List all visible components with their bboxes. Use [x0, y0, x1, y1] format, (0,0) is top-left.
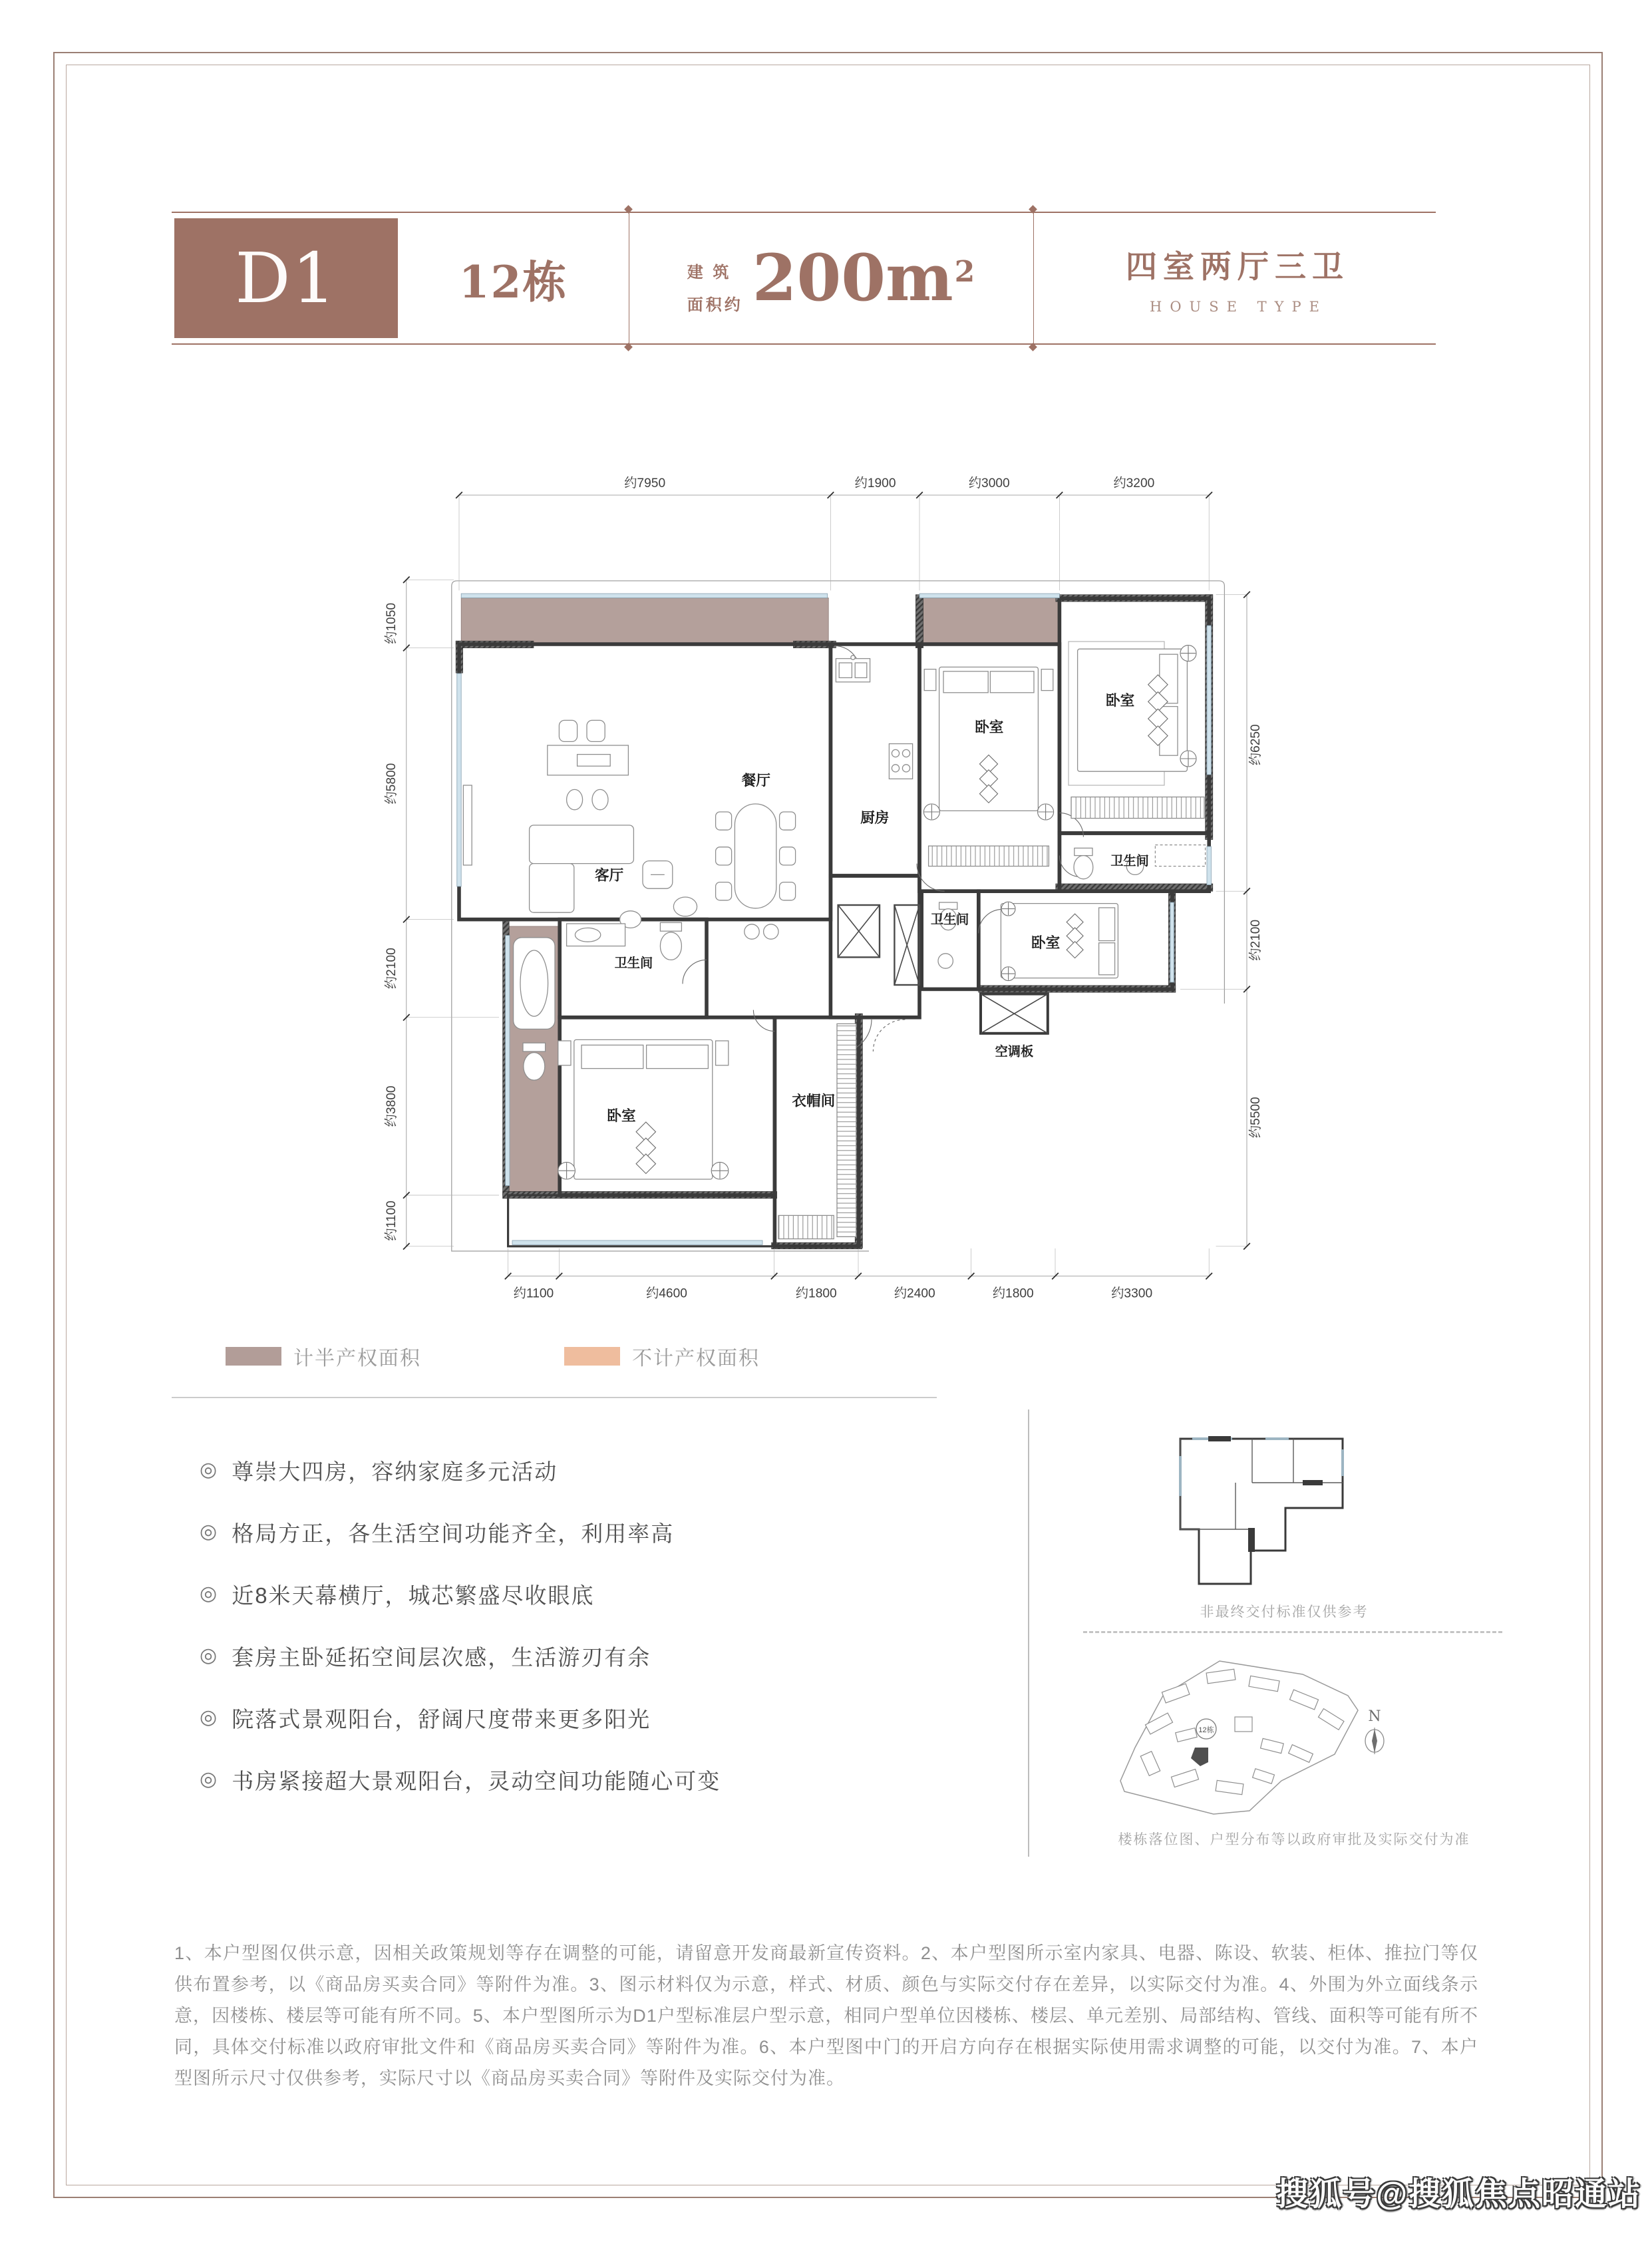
dim-bottom-6: 约3300 [1111, 1286, 1153, 1301]
thumbnail-caption: 非最终交付标准仅供参考 [1200, 1604, 1369, 1620]
watermark: 搜狐号@搜狐焦点昭通站 [1276, 2177, 1641, 2212]
legend-label-none: 不计产权面积 [632, 1348, 760, 1370]
room-label-cloakroom: 衣帽间 [792, 1092, 836, 1109]
dim-top-1: 约7950 [624, 476, 666, 490]
dim-top-2: 约1900 [854, 476, 896, 490]
dim-bottom-4: 约2400 [894, 1286, 935, 1301]
floorplan-drawing [379, 450, 1273, 1334]
room-label-bath-3: 卫生间 [930, 913, 969, 927]
bullseye-icon: ◎ [200, 1459, 218, 1481]
feature-item [200, 1579, 998, 1609]
legend-swatch-none [564, 1347, 620, 1366]
unit-thumbnail-plan [1172, 1429, 1352, 1596]
dim-bottom-1: 约1100 [513, 1286, 554, 1301]
building-badge-text: 12栋 [1198, 1726, 1214, 1734]
area-value [752, 240, 975, 315]
layout-cell [1033, 213, 1436, 343]
dashed-divider [1083, 1631, 1502, 1633]
room-label-living: 客厅 [594, 866, 624, 884]
dim-left-2: 约5800 [385, 763, 399, 805]
header-band [172, 212, 1436, 345]
legend-divider [172, 1397, 937, 1398]
legend-label-half: 计半产权面积 [293, 1348, 421, 1370]
unit-code: D1 [235, 238, 337, 319]
room-label-master-bath: 卫生间 [614, 956, 653, 971]
area-cell [629, 213, 1033, 343]
feature-text: 近8米天幕横厅，城芯繁盛尽收眼底 [232, 1583, 595, 1608]
building-number [398, 213, 629, 343]
layout-type-cn: 四室两厅三卫 [1126, 248, 1349, 284]
dim-left-4: 约3800 [385, 1085, 399, 1127]
feature-item [200, 1702, 998, 1733]
bullseye-icon: ◎ [200, 1706, 218, 1728]
feature-item [200, 1764, 998, 1795]
site-plan [1083, 1649, 1416, 1829]
dim-left-5: 约1100 [385, 1201, 399, 1241]
dim-bottom-3: 约1800 [795, 1286, 837, 1301]
bullseye-icon: ◎ [200, 1644, 218, 1666]
site-plan-caption: 楼栋落位图、户型分布等以政府审批及实际交付为准 [1118, 1832, 1470, 1847]
room-label-bedroom-a: 卧室 [1105, 692, 1135, 709]
dim-right-1: 约6250 [1249, 724, 1263, 766]
bullseye-icon: ◎ [200, 1768, 218, 1790]
feature-item [200, 1455, 998, 1485]
disclaimer-text: 1、本户型图仅供示意，因相关政策规划等存在调整的可能，请留意开发商最新宣传资料。2、本户型图所示室内家具、电器、陈设、软装、柜体、推拉门等仅供布置参考，以《商品房买卖合同》等附件为准。3、图示材料仅为示意，样式、材质、颜色与实际交付存在差异，以实际交付为准。4、外围为外立面线条示意，因楼栋、楼层等可能有所不同。5、本户型图所示为D1户型标准层户型示意，相同户型单位因楼栋、楼层、单元差别、局部结构、管线、面积等可能有所不同，具体交付标准以政府审批文件和《商品房买卖合同》等附件为准。6、本户型图中门的开启方向存在根据实际使用需求调整的可能，以交付为准。7、本户型图所示尺寸仅供参考，实际尺寸以《商品房买卖合同》等附件及实际交付为准。 [174, 1943, 1478, 2088]
room-label-kitchen: 厨房 [860, 809, 890, 826]
feature-text: 书房紧接超大景观阳台，灵动空间功能随心可变 [232, 1768, 721, 1793]
feature-item [200, 1517, 998, 1547]
dim-bottom-2: 约4600 [646, 1286, 687, 1301]
bullseye-icon: ◎ [200, 1583, 218, 1604]
feature-text: 套房主卧延拓空间层次感，生活游刃有余 [232, 1644, 651, 1670]
dim-top-4: 约3200 [1113, 476, 1155, 490]
room-label-bedroom-c: 卧室 [1031, 934, 1061, 951]
column-divider [1028, 1409, 1029, 1857]
area-prefix [687, 259, 743, 315]
room-label-bedroom-b: 卧室 [975, 719, 1004, 735]
legend [226, 1342, 903, 1371]
layout-type-en: HOUSE TYPE [1150, 298, 1327, 315]
room-label-bath-1: 卫生间 [1110, 854, 1149, 868]
room-label-master-bedroom: 卧室 [607, 1107, 636, 1124]
dim-right-2: 约2100 [1249, 919, 1263, 961]
building-number-label: 12栋 [458, 256, 568, 308]
compass-icon [1365, 1708, 1384, 1754]
dim-top-3: 约3000 [968, 476, 1010, 490]
bullseye-icon: ◎ [200, 1521, 218, 1543]
area-prefix-line1: 建 筑 [687, 264, 732, 281]
area-superscript: 2 [954, 255, 975, 289]
svg-text:N: N [1368, 1708, 1381, 1725]
area-prefix-line2: 面积约 [687, 296, 743, 314]
room-label-dining: 餐厅 [741, 772, 771, 789]
furniture [463, 642, 1205, 1239]
dim-left-1: 约1050 [385, 602, 399, 644]
unit-code-badge [174, 218, 398, 338]
dim-right-3: 约5500 [1249, 1097, 1263, 1139]
dim-bottom-5: 约1800 [992, 1286, 1034, 1301]
room-label-ac-panel: 空调板 [995, 1045, 1034, 1059]
feature-item [200, 1640, 998, 1671]
feature-text: 尊崇大四房，容纳家庭多元活动 [232, 1459, 558, 1484]
feature-text: 格局方正，各生活空间功能齐全，利用率高 [232, 1521, 675, 1546]
area-number: 200m [752, 240, 953, 315]
dim-left-3: 约2100 [385, 948, 399, 990]
feature-text: 院落式景观阳台，舒阔尺度带来更多阳光 [232, 1706, 651, 1732]
legend-swatch-half [226, 1347, 281, 1366]
